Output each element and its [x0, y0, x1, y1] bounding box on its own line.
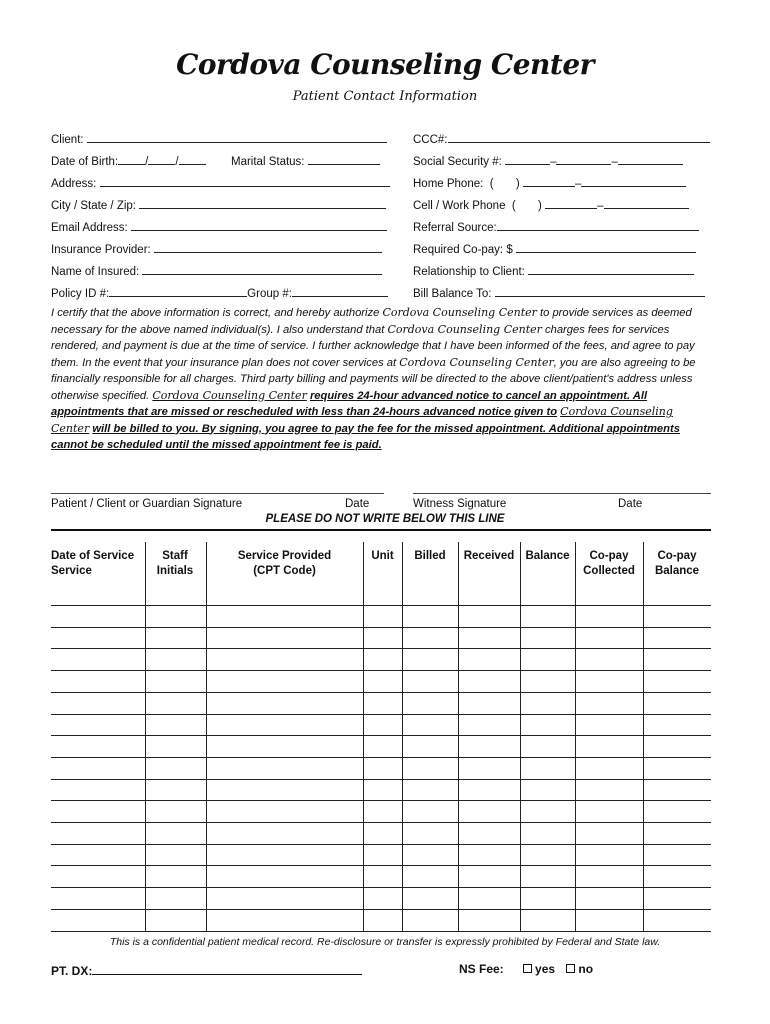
group-line — [292, 285, 388, 297]
witness-signature-label: Witness Signature — [413, 498, 507, 510]
table-column-divider — [520, 542, 521, 932]
referral-label: Referral Source: — [413, 222, 497, 234]
dob-day-line — [148, 153, 175, 165]
address-line — [100, 175, 390, 187]
copay-label: Required Co-pay: $ — [413, 244, 513, 256]
insured-field[interactable] — [51, 263, 382, 279]
pt-dx-line — [92, 962, 362, 975]
form-title: Cordova Counseling Center — [176, 48, 594, 81]
pt-dx-field[interactable] — [51, 962, 362, 978]
dob-field[interactable]: Date of Birth: / / — [51, 153, 206, 169]
bill-balance-field[interactable] — [413, 285, 705, 301]
col-balance: Balance — [525, 550, 570, 562]
cert-text-3: charges fees for services rendered, and payment is due at the time of service. I further acknowledge that I have been informed of the fees, and agree to pay them. In the event that your insurance plan does not cover services at — [51, 323, 695, 369]
email-label: Email Address: — [51, 222, 128, 234]
form-subtitle: Patient Contact Information — [292, 89, 478, 104]
insured-line — [142, 263, 382, 275]
marital-field[interactable] — [231, 153, 380, 169]
patient-signature-label: Patient / Client or Guardian Signature — [51, 498, 243, 510]
cell-phone-line1 — [545, 197, 597, 209]
separator-rule — [51, 529, 711, 531]
marital-label: Marital Status: — [231, 156, 305, 168]
insurance-label: Insurance Provider: — [51, 244, 151, 256]
cert-org-4: Cordova Counseling Center — [152, 388, 307, 402]
table-row[interactable] — [51, 844, 711, 845]
city-line — [139, 197, 386, 209]
relationship-field[interactable] — [413, 263, 694, 279]
table-row[interactable] — [51, 822, 711, 823]
table-column-divider — [575, 542, 576, 932]
cert-org-2: Cordova Counseling Center — [387, 322, 542, 336]
policy-field[interactable] — [51, 285, 388, 301]
copay-line — [516, 241, 696, 253]
cert-org-3: Cordova Counseling Center — [399, 355, 554, 369]
patient-date-label: Date — [345, 498, 370, 510]
ns-fee-yes-checkbox[interactable] — [523, 964, 532, 973]
referral-field[interactable] — [413, 219, 699, 235]
address-label: Address: — [51, 178, 97, 190]
insurance-field[interactable] — [51, 241, 382, 257]
dob-year-line — [179, 153, 206, 165]
dob-label: Date of Birth: — [51, 156, 119, 168]
insurance-line — [154, 241, 382, 253]
client-field[interactable] — [51, 131, 387, 147]
col-copay-collected: Co-pay Collected — [583, 550, 635, 577]
witness-date-label: Date — [618, 498, 643, 510]
table-row[interactable] — [51, 757, 711, 758]
do-not-write-notice: PLEASE DO NOT WRITE BELOW THIS LINE — [265, 513, 505, 525]
relationship-line — [528, 263, 694, 275]
witness-signature-line[interactable] — [413, 493, 711, 494]
marital-line — [308, 153, 380, 165]
table-column-divider — [402, 542, 403, 932]
table-row[interactable] — [51, 779, 711, 780]
table-column-divider — [458, 542, 459, 932]
cert-text-1: I certify that the above information is correct, and hereby authorize — [51, 307, 380, 319]
cell-phone-label: Cell / Work Phone — [413, 200, 506, 212]
cert-policy-text-2: will be billed to you. By signing, you agree to pay the fee for the missed appointment. Additional appointments cannot be scheduled until the missed appointment fee is paid. — [51, 422, 680, 451]
col-received: Received — [463, 550, 515, 562]
table-column-divider — [206, 542, 207, 932]
table-column-divider — [363, 542, 364, 932]
email-line — [131, 219, 387, 231]
ccc-field[interactable] — [413, 131, 710, 147]
insured-label: Name of Insured: — [51, 266, 140, 278]
referral-line — [497, 219, 699, 231]
patient-signature-line[interactable] — [51, 493, 384, 494]
policy-line — [109, 285, 247, 297]
home-phone-line1 — [523, 175, 575, 187]
cert-text-4: , you are also agreeing to be financially responsible for all charges. Third party billing and payments will be directed to the above client/patient's address unless otherwise specified. — [51, 356, 696, 402]
col-staff-initials: Staff Initials — [156, 550, 194, 577]
table-row[interactable] — [51, 605, 711, 606]
pt-dx-label: PT. DX: — [51, 964, 93, 978]
ns-fee-no-label: no — [578, 962, 594, 976]
cert-text-2: to provide services as deemed necessary for the above named individual(s). I also understand that — [51, 307, 692, 336]
table-row[interactable] — [51, 648, 711, 649]
table-row[interactable] — [51, 800, 711, 801]
ssn-part1-line — [505, 153, 550, 165]
dob-month-line — [118, 153, 145, 165]
ns-fee-no-checkbox[interactable] — [566, 964, 575, 973]
table-row[interactable] — [51, 692, 711, 693]
city-label: City / State / Zip: — [51, 200, 136, 212]
address-field[interactable] — [51, 175, 390, 191]
table-row[interactable] — [51, 735, 711, 736]
col-date-of-service: Date of Service Service — [51, 550, 135, 577]
table-row[interactable] — [51, 887, 711, 888]
cell-phone-field[interactable]: Cell / Work Phone ( ) – — [413, 197, 689, 213]
home-phone-line2 — [581, 175, 686, 187]
table-row[interactable] — [51, 931, 711, 932]
ssn-field[interactable]: Social Security #: – – — [413, 153, 683, 169]
city-field[interactable] — [51, 197, 386, 213]
certification-paragraph — [51, 305, 711, 454]
cert-org-5: Cordova Counseling Center — [51, 405, 673, 435]
ccc-label: CCC#: — [413, 134, 448, 146]
table-row[interactable] — [51, 627, 711, 628]
client-label: Client: — [51, 134, 84, 146]
table-row[interactable] — [51, 865, 711, 866]
col-copay-balance: Co-pay Balance — [654, 550, 700, 577]
ssn-part2-line — [556, 153, 611, 165]
ns-fee-yes-label: yes — [535, 962, 556, 976]
copay-field[interactable] — [413, 241, 696, 257]
table-column-divider — [145, 542, 146, 932]
policy-label: Policy ID #: — [51, 288, 110, 300]
client-line — [87, 131, 387, 143]
table-row[interactable] — [51, 909, 711, 910]
confidentiality-footer: This is a confidential patient medical record. Re-disclosure or transfer is expressly prohibited by Federal and State law. — [109, 936, 661, 948]
ccc-line — [448, 131, 710, 143]
home-phone-label: Home Phone: — [413, 178, 484, 190]
col-billed: Billed — [414, 550, 446, 562]
bill-balance-label: Bill Balance To: — [413, 288, 492, 300]
table-row[interactable] — [51, 714, 711, 715]
home-phone-field[interactable]: Home Phone: ( ) – — [413, 175, 686, 191]
ssn-label: Social Security #: — [413, 156, 502, 168]
bill-balance-line — [495, 285, 705, 297]
table-column-divider — [643, 542, 644, 932]
cert-policy-text: requires 24-hour advanced notice to cancel an appointment. All appointments that are missed or rescheduled with less than 24-hours advanced notice given to — [51, 389, 648, 418]
table-row[interactable] — [51, 670, 711, 671]
group-label: Group #: — [247, 288, 292, 300]
relationship-label: Relationship to Client: — [413, 266, 525, 278]
ns-fee-field — [459, 962, 593, 976]
ssn-part3-line — [618, 153, 683, 165]
cell-phone-line2 — [604, 197, 689, 209]
col-unit: Unit — [371, 550, 394, 562]
ns-fee-label: NS Fee: — [459, 962, 504, 976]
email-field[interactable] — [51, 219, 387, 235]
cert-org-1: Cordova Counseling Center — [382, 306, 537, 319]
col-service-provided: Service Provided (CPT Code) — [237, 550, 332, 577]
